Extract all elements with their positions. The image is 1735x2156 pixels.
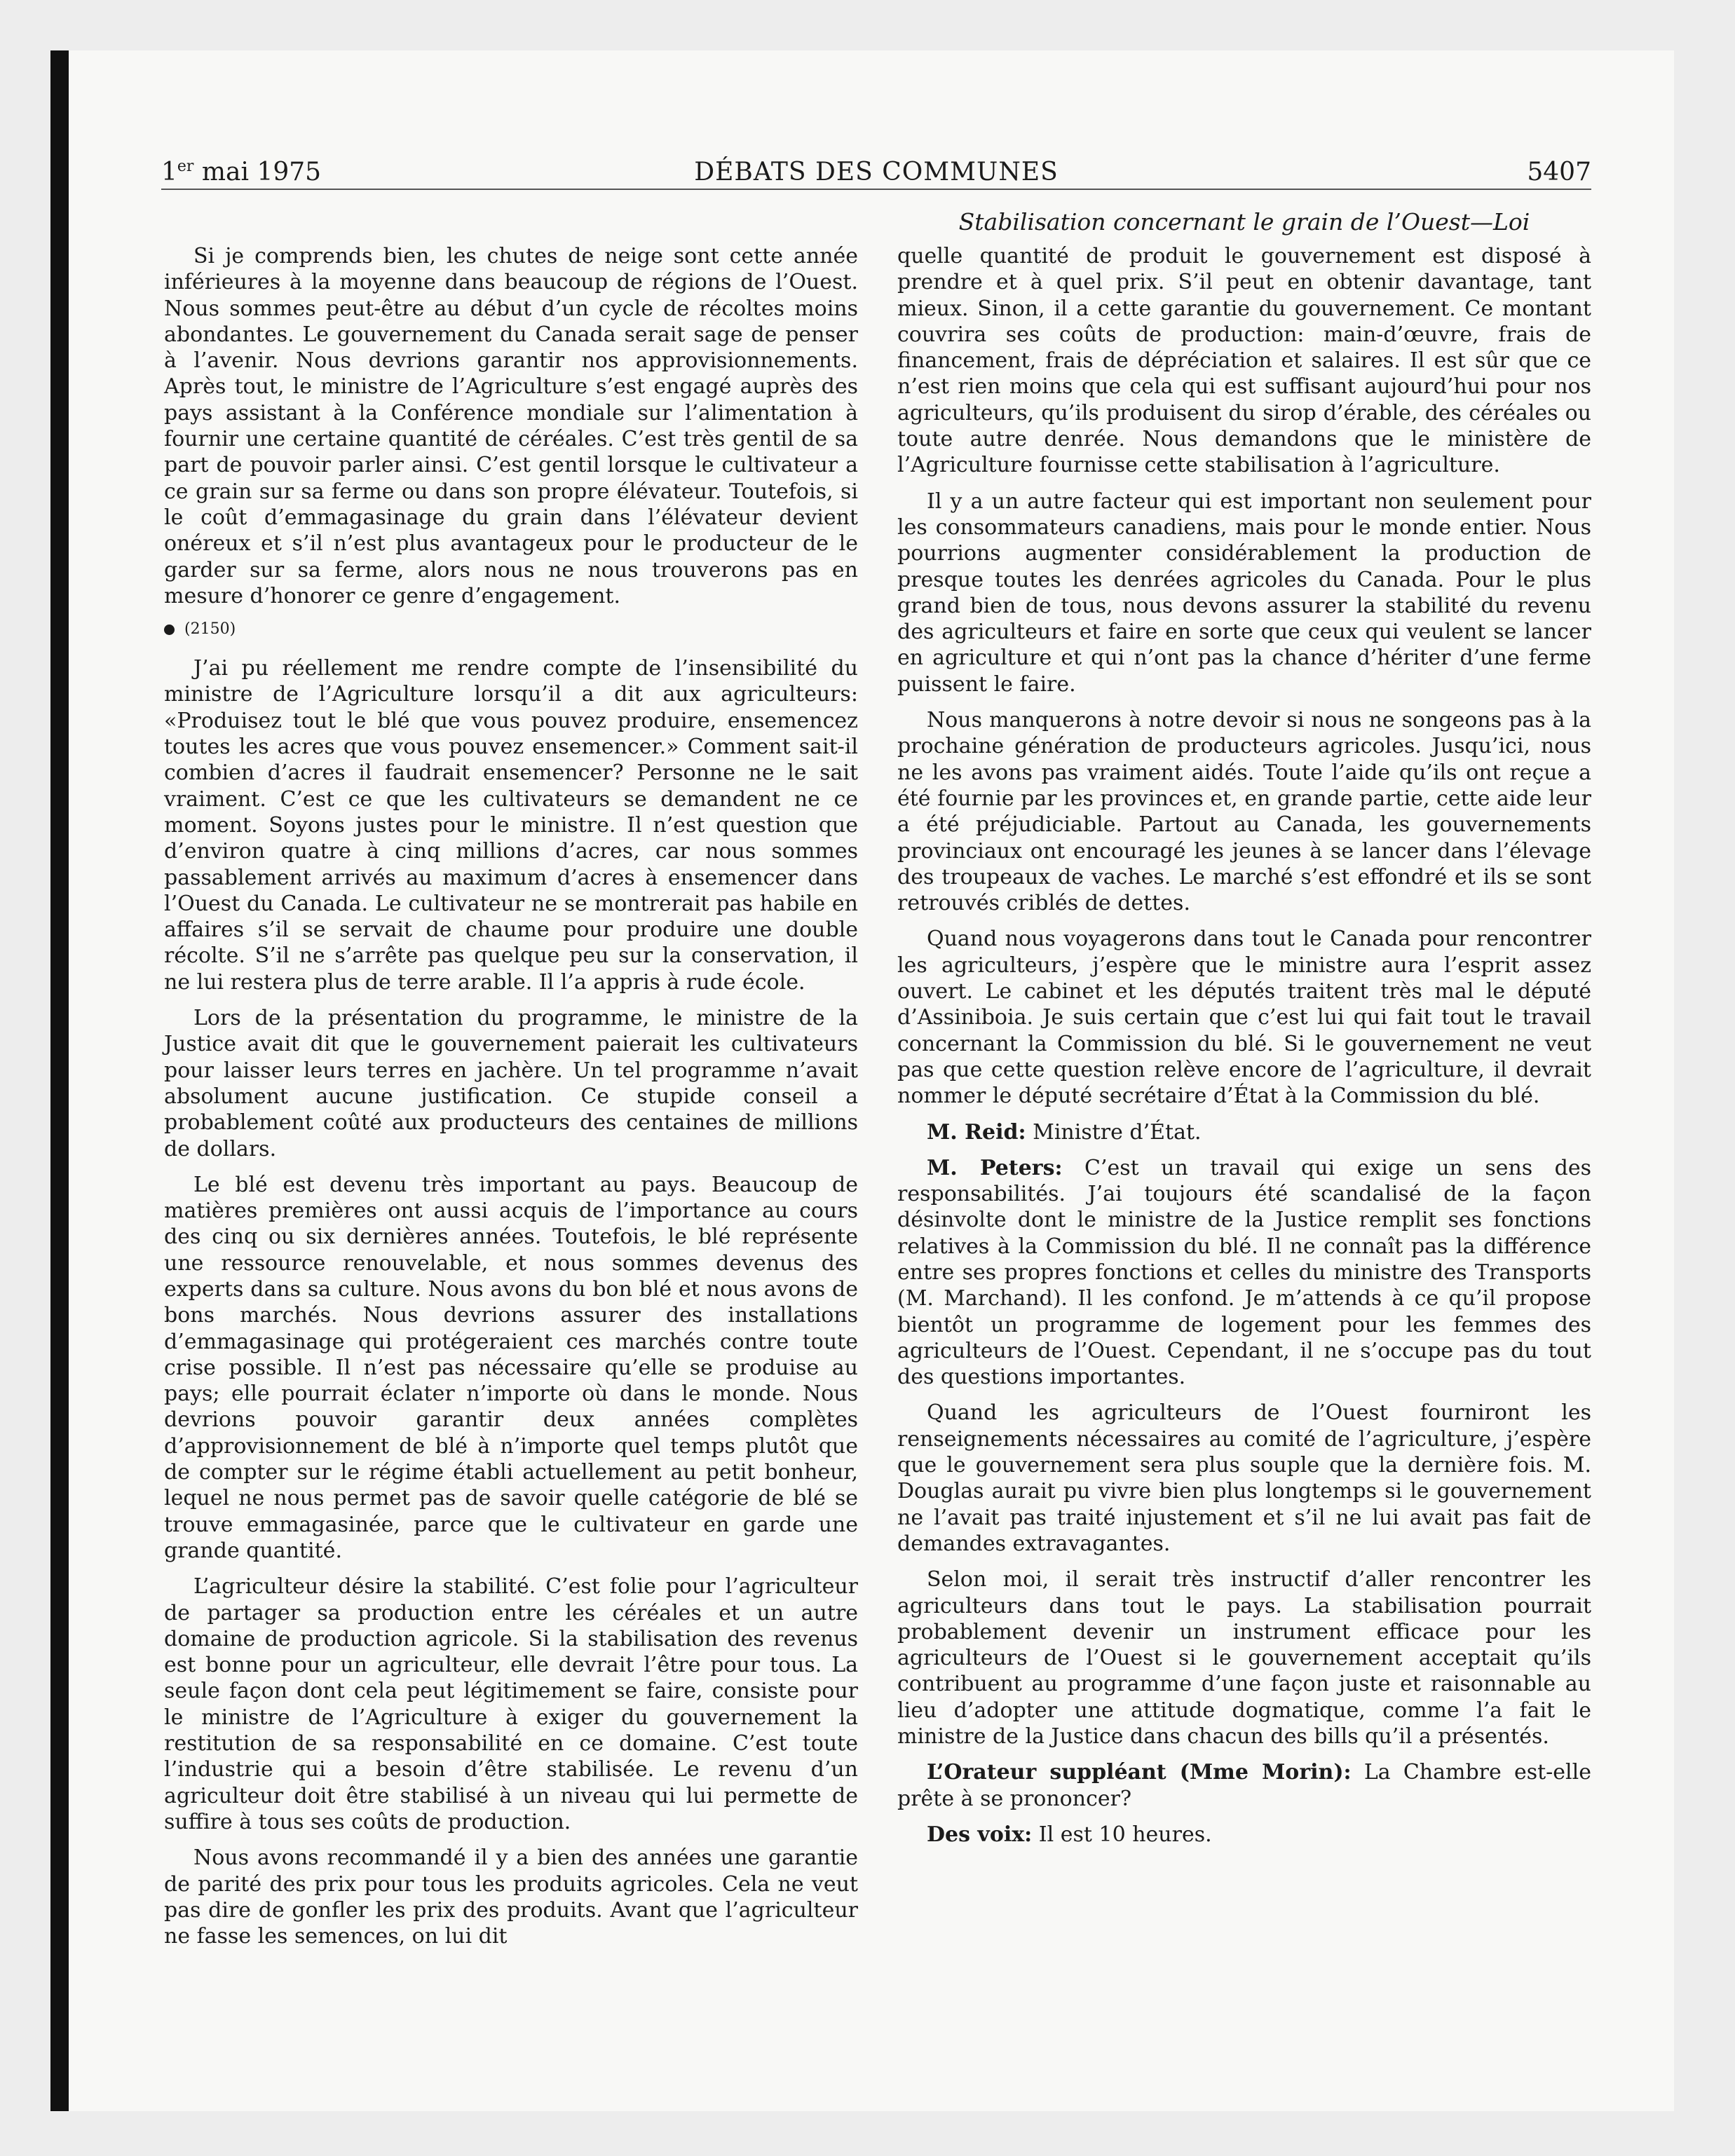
header-title: DÉBATS DES COMMUNES (694, 158, 1059, 186)
page-header (161, 158, 1591, 190)
speech-peters: M. Peters: C’est un travail qui exige un sens des responsabilités. J’ai toujours été scandalisé de la façon désinvolte dont le ministre de la Justice remplit ses fonctions relatives à la Commission du blé. Il ne connaît pas la différence entre ses propres fonctions et celles du ministre des Transports (M. Marchand). Il les confond. Je m’attends à ce qu’il propose bientôt un programme de logement pour les femmes des agriculteurs de l’Ouest. Cependant, il ne s’occupe pas du tout des questions importantes. (897, 1155, 1591, 1390)
page-number: 5407 (1527, 158, 1591, 186)
header-date: 1er mai 1975 (161, 158, 322, 186)
paragraph: Nous avons recommandé il y a bien des années une garantie de parité des prix pour tous les produits agricoles. Cela ne veut pas dire de gonfler les prix des produits. Avant que l’agriculteur ne fasse les semences, on lui dit (164, 1845, 858, 1949)
paragraph: Nous manquerons à notre devoir si nous ne songeons pas à la prochaine génération de producteurs agricoles. Jusqu’ici, nous ne les avons pas vraiment aidés. Toute l’aide qu’ils ont reçue a été fournie par les provinces et, en grande partie, cette aide leur a été préjudiciable. Partout au Canada, les gouvernements provinciaux ont encouragé les jeunes à se lancer dans l’élevage des troupeaux de vaches. Le marché s’est effondré et ils se sont retrouvés criblés de dettes. (897, 708, 1591, 916)
speaker-name: Des voix: (927, 1822, 1033, 1847)
paragraph: Lors de la présentation du programme, le ministre de la Justice avait dit que le gouvernement paierait les cultivateurs pour laisser leurs terres en jachère. Un tel programme n’avait absolument aucune justification. Ce stupide conseil a probablement coûté aux producteurs des centaines de millions de dollars. (164, 1006, 858, 1161)
paragraph: Quand nous voyagerons dans tout le Canada pour rencontrer les agriculteurs, j’espère que le ministre aura l’esprit assez ouvert. Le cabinet et les députés traitent très mal le député d’Assiniboia. Je suis certain que c’est lui qui fait tout le travail concernant la Commission du blé. Si le gouvernement ne veut pas que cette question relève encore de l’agriculture, il devrait nommer le député secrétaire d’État à la Commission du blé. (897, 927, 1591, 1109)
paragraph: Si je comprends bien, les chutes de neige sont cette année inférieures à la moyenne dans beaucoup de régions de l’Ouest. Nous sommes peut-être au début d’un cycle de récoltes moins abondantes. Le gouvernement du Canada serait sage de penser à l’avenir. Nous devrions garantir nos approvisionnements. Après tout, le ministre de l’Agriculture s’est engagé auprès des pays assistant à la Conférence mondiale sur l’alimentation à fournir une certaine quantité de céréales. C’est très gentil de sa part de pouvoir parler ainsi. C’est gentil lorsque le cultivateur a ce grain sur sa ferme ou dans son propre élévateur. Toutefois, si le coût d’emmagasinage du grain dans l’élévateur devient onéreux et s’il n’est plus avantageux pour le producteur de le garder sur sa ferme, alors nous ne nous trouverons pas en mesure d’honorer ce genre d’engagement. (164, 244, 858, 608)
bullet-icon (164, 625, 175, 635)
speaker-name: M. Peters: (927, 1155, 1063, 1180)
speech-des-voix: Des voix: Il est 10 heures. (927, 1822, 1212, 1847)
right-column (897, 243, 1591, 1857)
speaker-name: M. Reid: (927, 1119, 1026, 1145)
speaker-name: L’Orateur suppléant (Mme Morin): (927, 1760, 1352, 1785)
paragraph: quelle quantité de produit le gouvernement est disposé à prendre et à quel prix. S’il peut en obtenir davantage, tant mieux. Sinon, il a cette garantie du gouvernement. Ce montant couvrira ses coûts de production: main-d’œuvre, frais de financement, frais de dépréciation et salaires. Il est sûr que ce n’est rien moins que cela qui est suffisant aujourd’hui pour nos agriculteurs, qu’ils produisent du sirop d’érable, des céréales ou toute autre denrée. Nous demandons que le ministère de l’Agriculture fournisse cette stabilisation à l’agriculture. (897, 244, 1591, 478)
left-column (164, 243, 858, 1959)
paragraph: Quand les agriculteurs de l’Ouest fourniront les renseignements nécessaires au comité de l’agriculture, j’espère que le gouvernement sera plus souple que la dernière fois. M. Douglas aurait pu vivre bien plus longtemps si le gouvernement ne l’avait pas traité injustement et s’il ne lui avait pas fait de demandes extravagantes. (897, 1400, 1591, 1556)
paragraph: Selon moi, il serait très instructif d’aller rencontrer les agriculteurs dans tout le pays. La stabilisation pourrait probablement devenir un instrument efficace pour les agriculteurs de l’Ouest si le gouvernement acceptait qu’ils contribuent au programme d’une façon juste et raisonnable au lieu d’adopter une attitude dogmatique, comme l’a fait le ministre de la Justice dans chacun des bills qu’il a présentés. (897, 1567, 1591, 1749)
paragraph: Le blé est devenu très important au pays. Beaucoup de matières premières ont aussi acquis de l’importance au cours des cinq ou six dernières années. Toutefois, le blé représente une ressource renouvelable, et nous sommes devenus des experts dans sa culture. Nous avons du bon blé et nous avons de bons marchés. Nous devrions assurer des installations d’emmagasinage qui protégeraient ces marchés contre toute crise possible. Il n’est pas nécessaire qu’elle se produise au pays; elle pourrait éclater n’importe où dans le monde. Nous devrions pouvoir garantir deux années complètes d’approvisionnement de blé à n’importe quel temps plutôt que de compter sur le régime établi actuellement au petit bonheur, lequel ne nous permet pas de savoir quelle catégorie de blé se trouve emmagasinée, parce que le cultivateur en garde une grande quantité. (164, 1172, 858, 1563)
paragraph: Il y a un autre facteur qui est important non seulement pour les consommateurs canadiens, mais pour le monde entier. Nous pourrions augmenter considérablement la production de presque toutes les denrées agricoles du Canada. Pour le plus grand bien de tous, nous devons assurer la stabilité du revenu des agriculteurs et faire en sorte que ceux qui veulent se lancer en agriculture et qui n’ont pas la chance d’hériter d’une ferme puissent le faire. (897, 489, 1591, 697)
speech-reid: M. Reid: Ministre d’État. (927, 1119, 1202, 1145)
scan-edge (50, 50, 69, 2111)
paragraph: J’ai pu réellement me rendre compte de l’insensibilité du ministre de l’Agriculture lorsqu’il a dit aux agriculteurs: «Produisez tout le blé que vous pouvez produire, ensemencez toutes les acres que vous pouvez ensemencer.» Comment sait-il combien d’acres il faudrait ensemencer? Personne ne le sait vraiment. C’est ce que les cultivateurs se demandent ne ce moment. Soyons justes pour le ministre. Il n’est question que d’environ quatre à cinq millions d’acres, car nous sommes passablement arrivés au maximum d’acres à ensemencer dans l’Ouest du Canada. Le cultivateur ne se montrerait pas habile en affaires s’il se servait de chaume pour produire une double récolte. S’il ne s’arrête pas quelque peu sur la conservation, il ne lui restera plus de terre arable. Il l’a appris à rude école. (164, 656, 858, 995)
section-title: Stabilisation concernant le grain de l’Ouest—Loi (958, 208, 1530, 236)
speech-orateur: L’Orateur suppléant (Mme Morin): La Chambre est-elle prête à se prononcer? (897, 1760, 1591, 1811)
time-marker: (2150) (164, 619, 858, 640)
paragraph: L’agriculteur désire la stabilité. C’est folie pour l’agriculteur de partager sa production entre les céréales et un autre domaine de production agricole. Si la stabilisation des revenus est bonne pour un agriculteur, elle devrait l’être pour tous. La seule façon dont cela peut légitimement se faire, consiste pour le ministre de l’Agriculture à exiger du gouvernement la restitution de sa responsabilité en ce domaine. C’est toute l’industrie qui a besoin d’être stabilisée. Le revenu d’un agriculteur doit être stabilisé à un niveau qui lui permette de suffire à tous ses coûts de production. (164, 1574, 858, 1834)
